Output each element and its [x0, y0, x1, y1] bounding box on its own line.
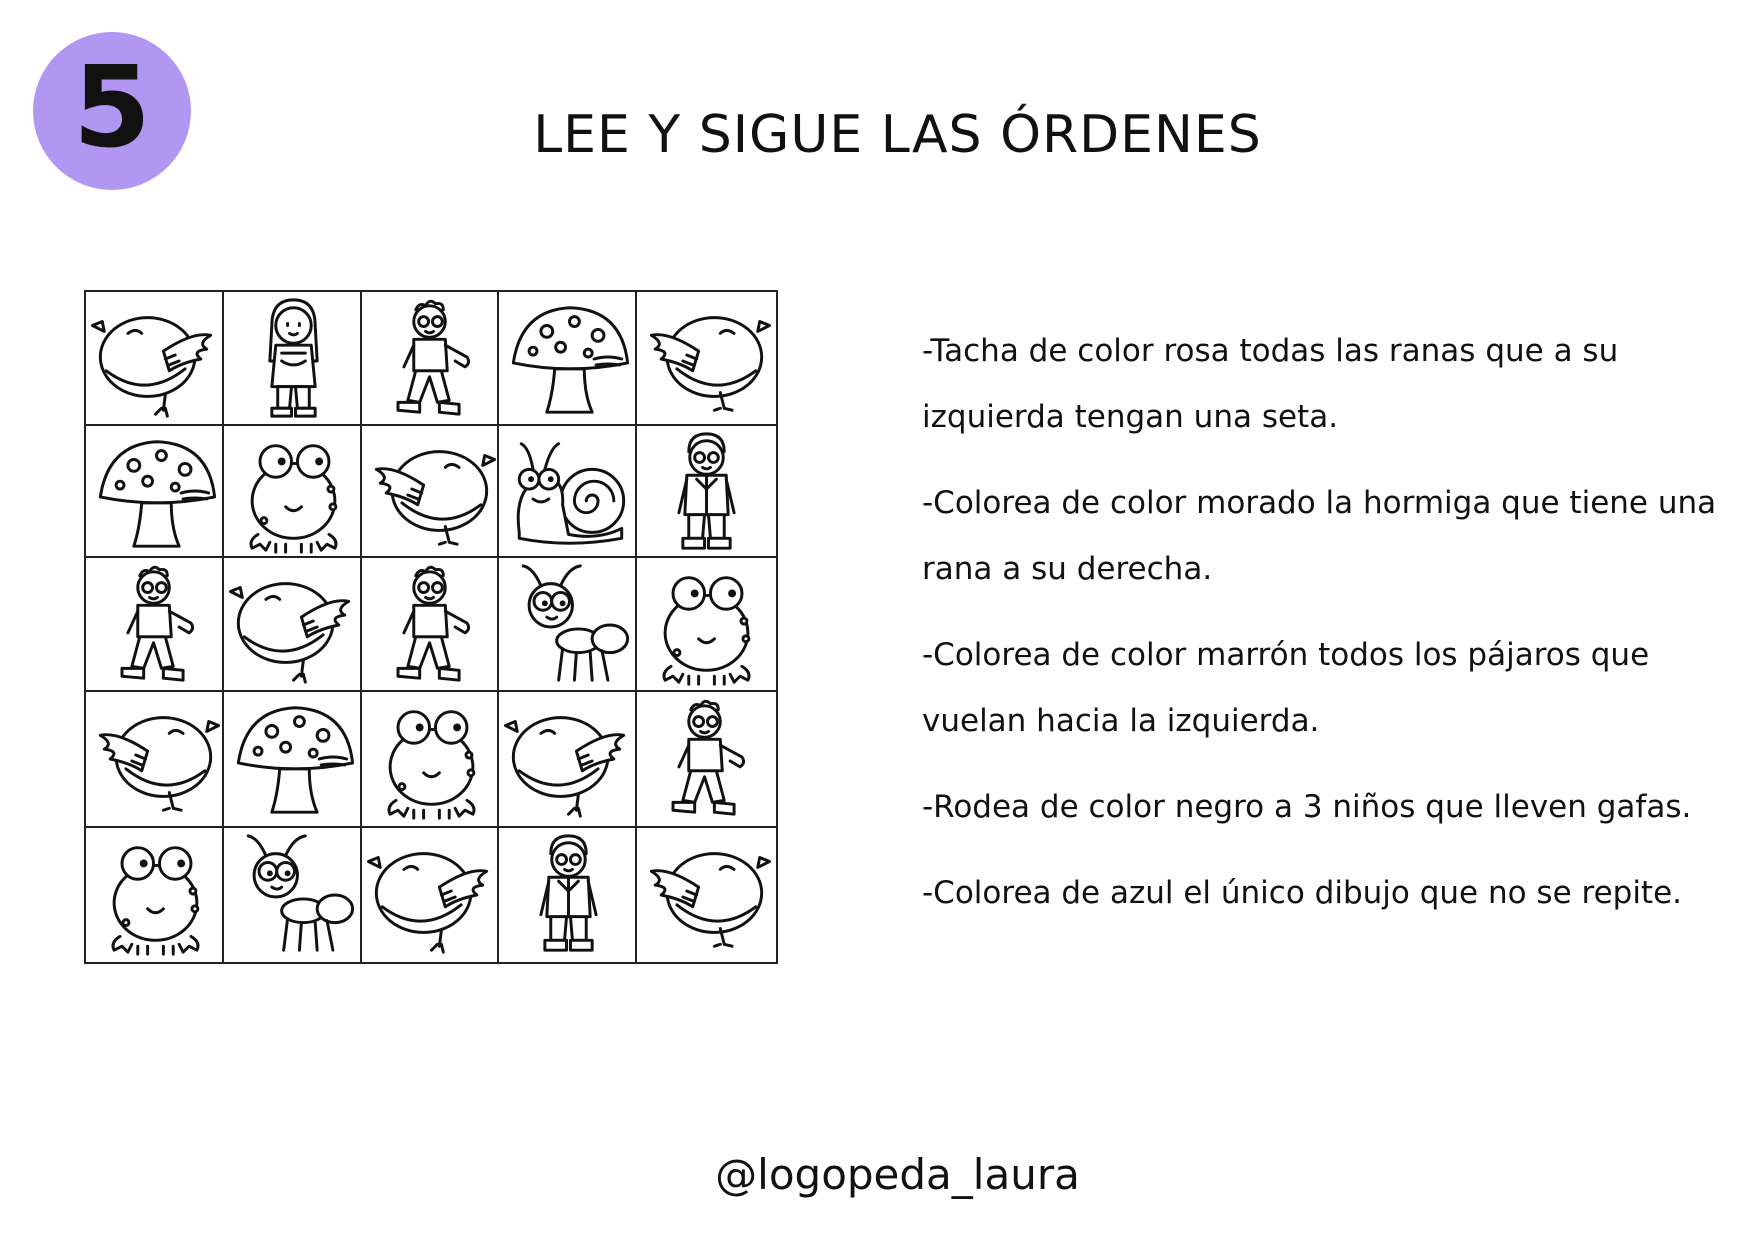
picture-cell[interactable]	[84, 424, 227, 562]
picture-cell[interactable]	[222, 556, 365, 694]
instruction-1: -Tacha de color rosa todas las ranas que a su izquierda tengan una seta.	[922, 333, 1619, 435]
picture-cell[interactable]	[635, 424, 778, 562]
boy-glasses-icon	[499, 828, 638, 962]
picture-cell[interactable]	[635, 556, 778, 694]
picture-cell[interactable]	[635, 690, 778, 828]
mushroom-icon	[224, 692, 363, 826]
ant-icon	[499, 558, 638, 692]
picture-cell[interactable]	[222, 690, 365, 828]
instruction-5: -Colorea de azul el único dibujo que no se repite.	[922, 875, 1683, 911]
picture-cell[interactable]	[360, 290, 503, 428]
picture-cell[interactable]	[360, 424, 503, 562]
boy-glasses-icon	[637, 426, 776, 560]
picture-cell[interactable]	[360, 690, 503, 828]
boy-glasses-icon	[362, 292, 501, 426]
frog-icon	[86, 828, 225, 962]
boy-glasses-icon	[637, 692, 776, 826]
instructions-list	[922, 318, 1722, 946]
instruction-3: -Colorea de color marrón todos los pájaros que vuelan hacia la izquierda.	[922, 637, 1650, 739]
picture-cell[interactable]	[84, 556, 227, 694]
picture-cell[interactable]	[84, 290, 227, 428]
picture-grid	[84, 290, 850, 1032]
author-handle: @logopeda_laura	[715, 1150, 1080, 1199]
frog-icon	[224, 426, 363, 560]
picture-cell[interactable]	[635, 290, 778, 428]
picture-cell[interactable]	[360, 556, 503, 694]
picture-cell[interactable]	[222, 826, 365, 964]
frog-icon	[637, 558, 776, 692]
page-title: LEE Y SIGUE LAS ÓRDENES	[533, 105, 1262, 165]
frog-icon	[362, 692, 501, 826]
girl-icon	[224, 292, 363, 426]
bird-left-icon	[637, 828, 776, 962]
picture-cell[interactable]	[497, 556, 640, 694]
bird-right-icon	[362, 828, 501, 962]
picture-cell[interactable]	[497, 826, 640, 964]
page-number: 5	[73, 43, 151, 173]
picture-cell[interactable]	[497, 290, 640, 428]
picture-cell[interactable]	[84, 826, 227, 964]
picture-cell[interactable]	[360, 826, 503, 964]
mushroom-icon	[86, 426, 225, 560]
bird-left-icon	[637, 292, 776, 426]
instruction-2: -Colorea de color morado la hormiga que tiene una rana a su derecha.	[922, 485, 1717, 587]
mushroom-icon	[499, 292, 638, 426]
instruction-4: -Rodea de color negro a 3 niños que lleven gafas.	[922, 789, 1692, 825]
bird-right-icon	[86, 292, 225, 426]
picture-cell[interactable]	[222, 290, 365, 428]
picture-cell[interactable]	[222, 424, 365, 562]
picture-cell[interactable]	[635, 826, 778, 964]
boy-glasses-icon	[86, 558, 225, 692]
boy-glasses-icon	[362, 558, 501, 692]
bird-left-icon	[362, 426, 501, 560]
snail-icon	[499, 426, 638, 560]
ant-icon	[224, 828, 363, 962]
picture-cell[interactable]	[497, 424, 640, 562]
bird-right-icon	[499, 692, 638, 826]
bird-left-icon	[86, 692, 225, 826]
bird-right-icon	[224, 558, 363, 692]
picture-cell[interactable]	[497, 690, 640, 828]
picture-cell[interactable]	[84, 690, 227, 828]
